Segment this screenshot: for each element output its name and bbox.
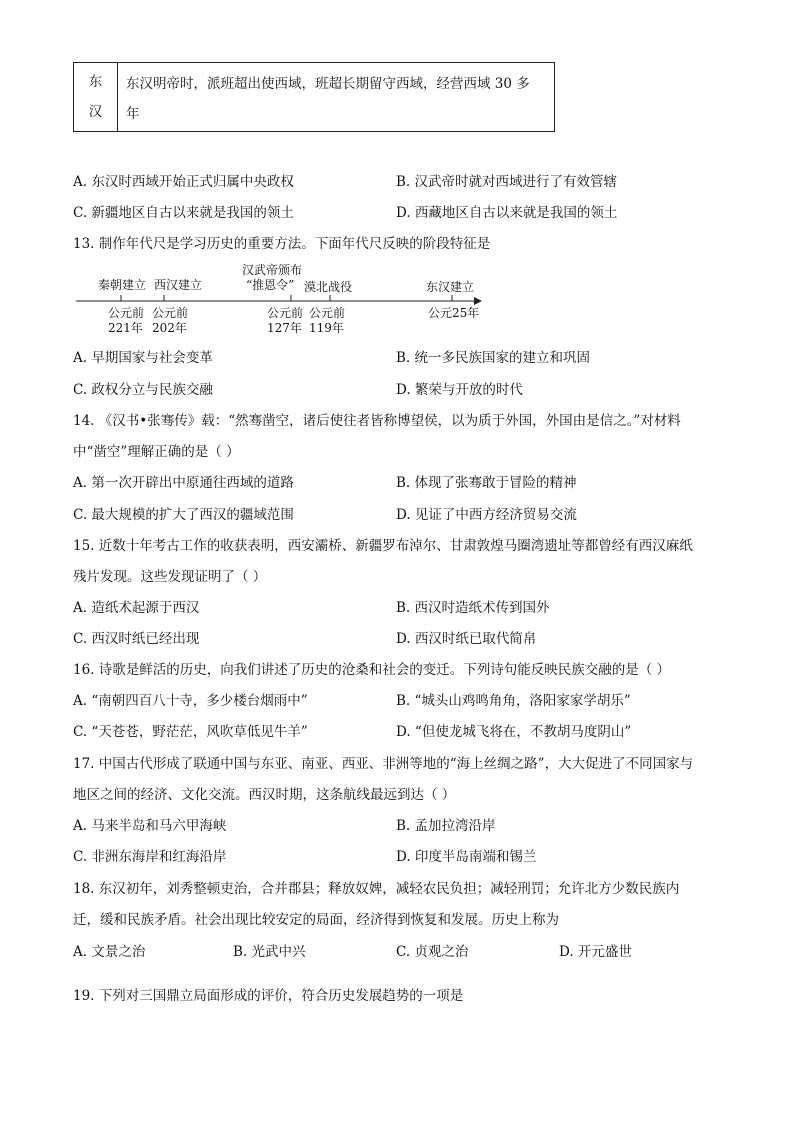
- q17-option-a: A. 马来半岛和马六甲海峡: [73, 818, 227, 834]
- q12-option-a: A. 东汉时西域开始正式归属中央政权: [73, 174, 294, 190]
- year-qin-line2: 221年: [108, 321, 143, 335]
- q15-option-a: A. 造纸术起源于西汉: [73, 600, 200, 616]
- q17-option-b: B. 孟加拉湾沿岸: [396, 818, 496, 834]
- event-label-western-han: 西汉建立: [154, 278, 203, 292]
- history-table: [73, 62, 555, 132]
- q18-stem-line1: 18. 东汉初年，刘秀整顿吏治，合并郡县；释放奴婢，减轻农民负担；减轻刑罚；允许北方少数民族内: [73, 881, 680, 897]
- q15-option-d: D. 西汉时纸已取代简帛: [396, 631, 537, 647]
- event-label-mobei: 漠北战役: [304, 280, 353, 294]
- event-cell: [118, 63, 554, 131]
- q15-stem-line1: 15. 近数十年考古工作的收获表明，西安灞桥、新疆罗布淖尔、甘肃敦煌马圈湾遗址等都曾经有西汉麻纸: [73, 538, 693, 554]
- q16-option-c: C. “天苍苍，野茫茫，风吹草低见牛羊”: [73, 724, 308, 740]
- event-label-wudi-line1: 汉武帝颁布: [242, 263, 303, 277]
- q17-option-c: C. 非洲东海岸和红海沿岸: [73, 849, 227, 865]
- q14-option-c: C. 最大规模的扩大了西汉的疆域范围: [73, 507, 294, 523]
- q16-option-d: D. “但使龙城飞将在，不教胡马度阴山”: [396, 724, 632, 740]
- q13-option-c: C. 政权分立与民族交融: [73, 382, 213, 398]
- event-label-eastern-han: 东汉建立: [426, 280, 475, 294]
- q18-stem-line2: 迁，缓和民族矛盾。社会出现比较安定的局面，经济得到恢复和发展。历史上称为: [73, 912, 559, 928]
- event-label-qin: 秦朝建立: [98, 278, 147, 292]
- q13-option-b: B. 统一多民族国家的建立和巩固: [396, 350, 591, 366]
- q15-stem-line2: 残片发现。这些发现证明了（ ）: [73, 569, 267, 585]
- year-western-han-line2: 202年: [152, 321, 187, 335]
- year-wudi-line1: 公元前: [267, 306, 304, 320]
- q16-stem: 16. 诗歌是鲜活的历史，向我们讲述了历史的沧桑和社会的变迁。下列诗句能反映民族交融的是（ ）: [73, 662, 671, 678]
- dynasty-cell: [74, 63, 118, 131]
- q12-option-d: D. 西藏地区自古以来就是我国的领土: [396, 205, 618, 221]
- q13-option-a: A. 早期国家与社会变革: [73, 350, 213, 366]
- year-qin-line1: 公元前: [108, 306, 145, 320]
- year-mobei-line1: 公元前: [309, 306, 346, 320]
- q15-option-b: B. 西汉时造纸术传到国外: [396, 600, 550, 616]
- year-eastern-han: 公元25年: [428, 306, 480, 320]
- q14-option-d: D. 见证了中西方经济贸易交流: [396, 507, 577, 523]
- dynasty-char-1: 东: [88, 74, 103, 90]
- year-western-han-line1: 公元前: [152, 306, 189, 320]
- event-label-wudi-line2: “推恩令”: [246, 278, 295, 292]
- q17-stem-line2: 地区之间的经济、文化交流。西汉时期，这条航线最远到达（ ）: [73, 787, 456, 803]
- q12-option-c: C. 新疆地区自古以来就是我国的领土: [73, 205, 294, 221]
- q12-option-b: B. 汉武帝时就对西域进行了有效管辖: [396, 174, 618, 190]
- q13-option-d: D. 繁荣与开放的时代: [396, 382, 523, 398]
- q18-option-c: C. 贞观之治: [396, 944, 469, 960]
- q16-option-b: B. “城头山鸡鸣角角，洛阳家家学胡乐”: [396, 693, 631, 709]
- year-mobei-line2: 119年: [309, 321, 344, 335]
- q17-stem-line1: 17. 中国古代形成了联通中国与东亚、南亚、西亚、非洲等地的“海上丝绸之路”，大大促进了不同国家与: [73, 756, 694, 772]
- dynasty-char-2: 汉: [88, 104, 103, 120]
- q17-option-d: D. 印度半岛南端和锡兰: [396, 849, 537, 865]
- year-wudi-line2: 127年: [267, 321, 302, 335]
- timeline-ruler: [76, 258, 486, 335]
- q14-option-a: A. 第一次开辟出中原通往西域的道路: [73, 475, 294, 491]
- q14-stem-line2: 中“凿空”理解正确的是（ ）: [73, 444, 240, 460]
- q18-option-b: B. 光武中兴: [233, 944, 306, 960]
- q14-option-b: B. 体现了张骞敢于冒险的精神: [396, 475, 577, 491]
- event-text-line2: 年: [126, 106, 140, 122]
- q14-stem-line1: 14. 《汉书•张骞传》载：“然骞凿空，诸后使往者皆称博望侯，以为质于外国，外国由是信之。”对材料: [73, 413, 681, 429]
- q13-stem: 13. 制作年代尺是学习历史的重要方法。下面年代尺反映的阶段特征是: [73, 236, 491, 252]
- q15-option-c: C. 西汉时纸已经出现: [73, 631, 200, 647]
- q18-option-d: D. 开元盛世: [559, 944, 632, 960]
- q18-option-a: A. 文景之治: [73, 944, 146, 960]
- q19-stem: 19. 下列对三国鼎立局面形成的评价，符合历史发展趋势的一项是: [73, 988, 464, 1004]
- q16-option-a: A. “南朝四百八十寺，多少楼台烟雨中”: [73, 693, 308, 709]
- event-text-line1: 东汉明帝时，派班超出使西域，班超长期留守西域，经营西域 30 多: [126, 76, 530, 92]
